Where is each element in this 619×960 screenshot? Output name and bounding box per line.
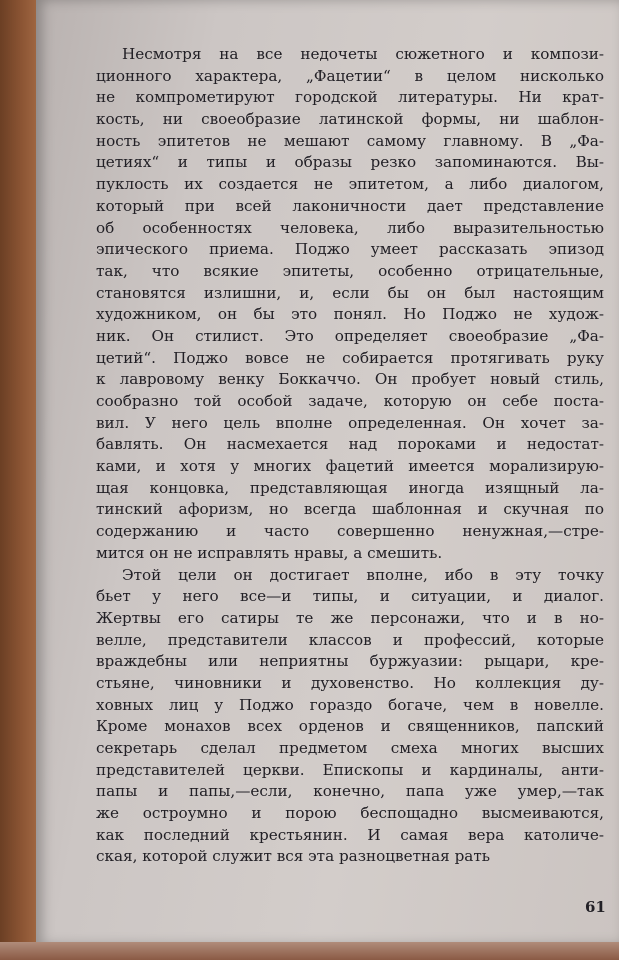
- text-line: так, что всякие эпитеты, особенно отрицательные,: [96, 261, 604, 280]
- text-line: враждебны или неприятны буржуазии: рыцари, кре-: [96, 652, 604, 671]
- text-line: художником, он бы это понял. Но Поджо не худож-: [96, 305, 604, 324]
- text-line: Этой цели он достигает вполне, ибо в эту точку: [122, 565, 604, 584]
- text-line: об особенностях человека, либо выразительностью: [96, 218, 604, 237]
- text-line: сообразно той особой задаче, которую он себе поста-: [96, 392, 604, 410]
- text-line: вил. У него цель вполне определенная. Он хочет за-: [96, 413, 604, 432]
- text-line: ками, и хотя у многих фацетий имеется морализирую-: [96, 457, 604, 476]
- text-line: цетий“. Поджо вовсе не собирается протягивать руку: [96, 348, 604, 367]
- text-line: ник. Он стилист. Это определяет своеобразие „Фа-: [96, 326, 604, 345]
- text-line: стьяне, чиновники и духовенство. Но коллекция ду-: [96, 673, 604, 692]
- text-line: пуклость их создается не эпитетом, а либо диалогом,: [96, 175, 604, 194]
- text-line: Кроме монахов всех орденов и священников, папский: [96, 717, 604, 736]
- text-line: ционного характера, „Фацетии“ в целом нисколько: [96, 66, 604, 85]
- text-line: щая концовка, представляющая иногда изящный ла-: [96, 478, 604, 497]
- text-line: ховных лиц у Поджо гораздо богаче, чем в новелле.: [96, 695, 604, 714]
- text-line: тинский афоризм, но всегда шаблонная и скучная по: [96, 500, 604, 519]
- text-line: к лавровому венку Боккаччо. Он пробует новый стиль,: [96, 370, 604, 389]
- text-line: эпического приема. Поджо умеет рассказать эпизод: [96, 240, 604, 259]
- text-line: как последний крестьянин. И самая вера католиче-: [96, 825, 604, 844]
- page-text: [96, 44, 604, 868]
- text-line: ская, которой служит вся эта разноцветная рать: [96, 847, 491, 866]
- book-bottom-edge: [0, 942, 619, 960]
- text-line: который при всей лаконичности дает представление: [96, 196, 604, 215]
- text-line: секретарь сделал предметом смеха многих высших: [96, 739, 604, 757]
- text-line: содержанию и часто совершенно ненужная,—стре-: [96, 522, 604, 541]
- text-line: папы и папы,—если, конечно, папа уже умер,—так: [96, 782, 604, 801]
- page-number: 61: [585, 898, 606, 916]
- text-line: бавлять. Он насмехается над пороками и недостат-: [96, 435, 604, 454]
- text-line: мится он не исправлять нравы, а смешить.: [96, 543, 443, 562]
- book-page: [36, 0, 619, 945]
- text-line: представителей церкви. Епископы и кардиналы, анти-: [96, 760, 604, 779]
- paragraph-2: [96, 565, 604, 869]
- text-line: Несмотря на все недочеты сюжетного и компози-: [122, 45, 604, 63]
- text-line: цетиях“ и типы и образы резко запоминаются. Вы-: [96, 153, 604, 172]
- text-line: не компрометируют городской литературы. Ни крат-: [96, 88, 604, 107]
- text-line: бьет у него все—и типы, и ситуации, и диалог.: [96, 587, 604, 606]
- paragraph-1: [96, 44, 604, 565]
- book-left-edge: [0, 0, 40, 960]
- text-line: Жертвы его сатиры те же персонажи, что и в но-: [96, 608, 604, 627]
- text-line: кость, ни своеобразие латинской формы, ни шаблон-: [96, 110, 604, 129]
- text-line: ность эпитетов не мешают самому главному. В „Фа-: [96, 131, 604, 150]
- text-line: велле, представители классов и профессий, которые: [96, 630, 604, 649]
- text-line: становятся излишни, и, если бы он был настоящим: [96, 283, 604, 302]
- text-line: же остроумно и порою беспощадно высмеиваются,: [96, 804, 604, 823]
